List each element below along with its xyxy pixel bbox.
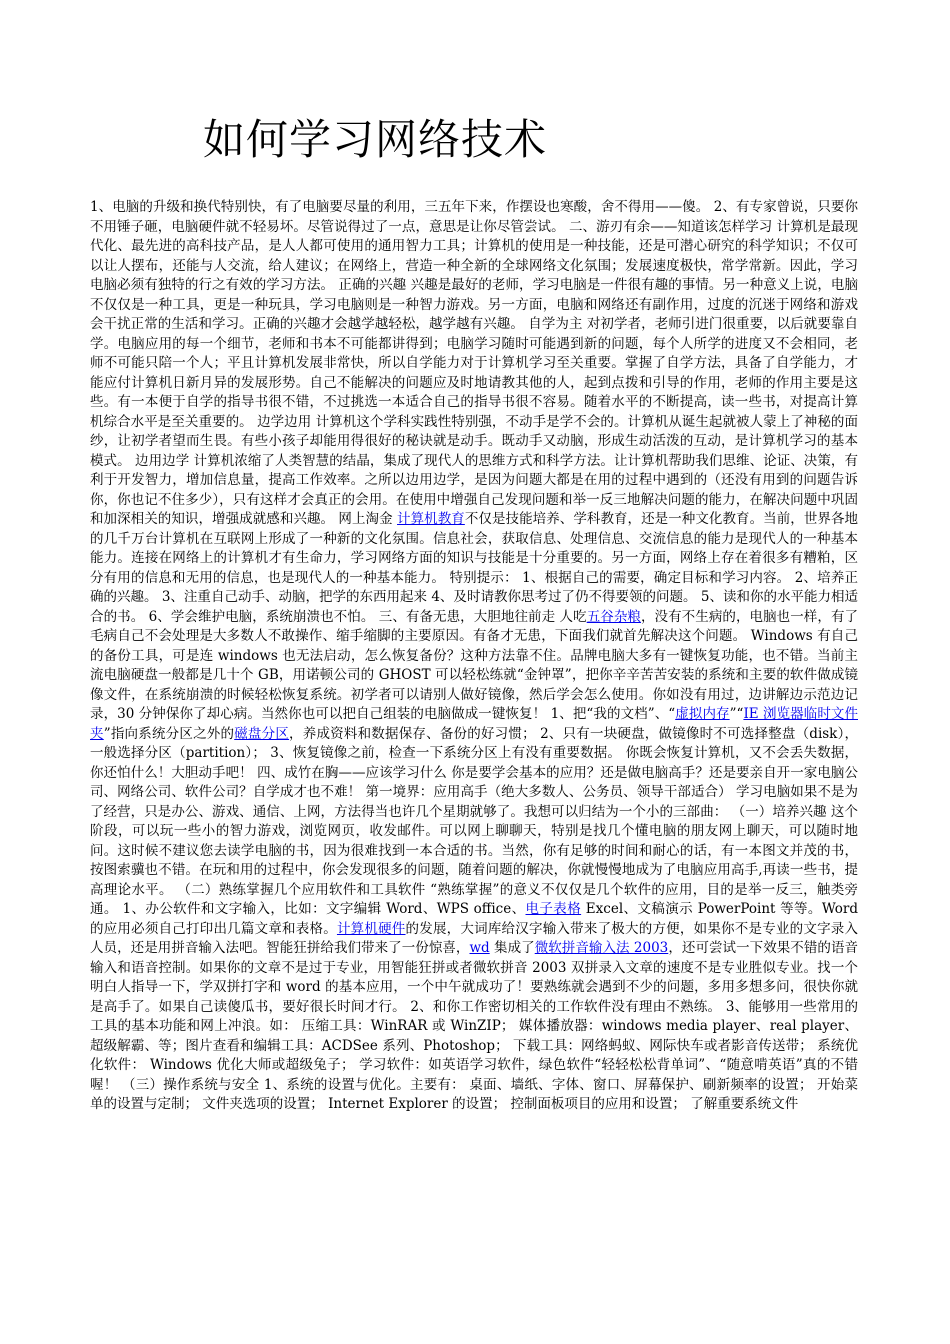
document-title: 如何学习网络技术 [203,115,548,164]
body-link[interactable]: 五谷杂粮 [586,608,641,625]
body-text-run: 不仅是技能培养、学科教育，还是一种文化教育。当前，世界各地的几千万台计算机在互联网上形成了一种新的文化氛围。信息社会，获取信息、处理信息、交流信息的能力是现代人的一种基本能力。连接在网络上的计算机才有生命力，学习网络方面的知识与技能是十分重要的。另一方面，网络上存在着很多有糟粕，区分有用的信息和无用的信息，也是现代人的一种基本能力。 特别提示： 1、根据自己的需要，确定目标和学习内容。 2、培养正确的兴趣。 3、注重自己动手、动脑，把学的东西用起来 4、及时请教你思考过了仍不得要领的问题。 5、读和你的水平能力相适合的书。 6、学会维护电脑，系统崩溃也不怕。 三、有备无患，大胆地往前走 人吃 [90,511,859,625]
body-text-run: 的发展，大词库给汉字输入带来了极大的方便，如果你不是专业的文字录入人员，还是用拼音输入法吧。智能狂拼给我们带来了一份惊喜， [90,920,859,956]
body-link[interactable]: wd [469,940,490,956]
body-link[interactable]: 虚拟内存 [675,706,730,722]
body-text-run: ”指向系统分区之外的 [103,725,235,742]
body-link[interactable]: 微软拼音输入法 2003 [534,940,669,956]
body-text-run: ，养成资料和数据保存、备份的好习惯； 2、只有一块硬盘，做镜像时不可选择整盘（disk），一般选择分区（partition）； 3、恢复镜像之前，检查一下系统分区上有没有重要数据。 你既会恢复计算机，又不会丢失数据，你还怕什么！大胆动手吧！ 四、成竹在胸——应该学习什么 你是要学会基本的应用？还是做电脑高手？还是要亲自开一家电脑公司、网络公司、软件公司？自学成才也不难！ 第一境界：应用高手（绝大多数人、公务员、领导干部适合） 学习电脑如果不是为了经营，只是办公、游戏、通信、上网，方法得当也许几个星期就够了。我想可以归结为一个小的三部曲： （一）培养兴趣 这个阶段，可以玩一些小的智力游戏，浏览网页，收发邮件。可以网上聊聊天，特别是找几个懂电脑的朋友网上聊天，可以随时地问。这时候不建议您去读学电脑的书，因为很难找到一本合适的书。当然，你有足够的时间和耐心的话，有一本图文并茂的书，按图索骥也不错。在玩和用的过程中，你会发现很多的问题，随着问题的解决，你就慢慢地成为了电脑应用高手,再读一些书，提高理论水平。 （二）熟练掌握几个应用软件和工具软件 “熟练掌握”的意义不仅仅是几个软件的应用，目的是举一反三，触类旁通。 1、办公软件和文字输入，比如：文字编辑 Word、WPS office、 [90,725,859,917]
body-link[interactable]: 磁盘分区 [234,725,290,742]
body-text-run: ，还可尝试一下效果不错的语音输入和语音控制。如果你的文章不是过于专业，用智能狂拼或者微软拼音 2003 双拼录入文章的速度不是专业胜似专业。找一个明白人指导一下，学双拼打字和 word 的基本应用，一个中午就成功了！要熟练就会遇到不少的问题，多用多想多问，很快你就是高手了。如果自己读傻瓜书，要好很长时间才行。 2、和你工作密切相关的工作软件没有理由不熟练。 3、能够用一些常用的工具的基本功能和网上冲浪。如： 压缩工具：WinRAR 或 WinZIP； 媒体播放器：windows media player、real player、超级解霸、等；图片查看和编辑工具：ACDSee 系列、Photoshop； 下载工具：网络蚂蚁、网际快车或者影音传送带； 系统优化软件： Windows 优化大师或超级兔子； 学习软件：如英语学习软件，绿色软件“轻轻松松背单词”、“随意啃英语”真的不错喔！ （三）操作系统与安全 1、系统的设置与优化。主要有： 桌面、墙纸、字体、窗口、屏幕保护、刷新频率的设置； 开始菜单的设置与定制； 文件夹选项的设置； Internet Explorer 的设置； 控制面板项目的应用和设置； 了解重要系统文件 [90,940,859,1112]
document-body [90,198,858,1115]
body-link[interactable]: IE 浏览器临时文件夹 [90,706,858,742]
body-link[interactable]: 计算机教育 [397,511,465,527]
body-link[interactable]: 电子表格 [525,901,582,917]
body-link[interactable]: 计算机硬件 [336,920,406,937]
body-text-run: 1、电脑的升级和换代特别快，有了电脑要尽量的利用，三五年下来，作摆设也寒酸，舍不得用——傻。 2、有专家曾说，只要你不用锤子砸，电脑硬件就不轻易坏。尽管说得过了一点，意思是让你尽管尝试。 二、游刃有余——知道该怎样学习 计算机是最现代化、最先进的高科技产品，是人人都可使用的通用智力工具；计算机的使用是一种技能，还是可潜心研究的科学知识；不仅可以让人摆布，还能与人交流，给人建议；在网络上，营造一种全新的全球网络文化氛围；发展速度极快，常学常新。因此，学习电脑必须有独特的行之有效的学习方法。 正确的兴趣 兴趣是最好的老师，学习电脑是一件很有趣的事情。另一种意义上说，电脑不仅仅是一种工具，更是一种玩具，学习电脑则是一种智力游戏。另一方面，电脑和网络还有副作用，过度的沉迷于网络和游戏会干扰正常的生活和学习。正确的兴趣才会越学越轻松，越学越有兴趣。 自学为主 对初学者，老师引进门很重要，以后就要靠自学。电脑应用的每一个细节，老师和书本不可能都讲得到；电脑学习随时可能遇到新的问题，每个人所学的进度又不会相同，老师不可能只陪一个人；平且计算机发展非常快，所以自学能力对于计算机学习至关重要。掌握了自学方法，具备了自学能力，才能应付计算机日新月异的发展形势。自己不能解决的问题应及时地请教其他的人，起到点拨和引导的作用，老师的作用主要是这些。有一本便于自学的指导书很不错，不过挑选一本适合自己的指导书很不容易。随着水平的不断提高，读一些书，对提高计算机综合水平是至关重要的。 边学边用 计算机这个学科实践性特别强，不动手是学不会的。计算机从诞生起就被人蒙上了神秘的面纱，让初学者望而生畏。有些小孩子却能用得很好的秘诀就是动手。既动手又动脑，形成生动活泼的互动，是计算机学习的基本模式。 边用边学 计算机浓缩了人类智慧的结晶，集成了现代人的思维方式和科学方法。让计算机帮助我们思维、论证、决策，有利于开发智力，增加信息量，提高工作效率。之所以边用边学，是因为问题大都是在用的过程中遇到的（还没有用到的问题告诉你，你也记不住多少），只有这样才会真正的会用。在使用中增强自己发现问题和举一反三地解决问题的能力，在解决问题中巩固和加深相关的知识，增强成就感和兴趣。 网上淘金 [90,199,858,527]
body-text-run: ”“ [729,706,744,722]
body-text-run: Excel、文稿演示 PowerPoint 等等。Word 的应用必须自己打印出几篇文章和表格。 [90,901,859,937]
body-text-run: 集成了 [489,940,535,956]
body-text-run: ，没有不生病的，电脑也一样，有了毛病自己不会处理是大多数人不敢操作、缩手缩脚的主要原因。有备才无患，下面我们就首先解决这个问题。 Windows 有自己的备份工具，可是连 windows 也无法启动，怎么恢复备份？这种方法靠不住。品牌电脑大多有一键恢复功能，也不错。当前主流电脑硬盘一般都是几十个 GB，用诺顿公司的 GHOST 可以轻松练就“金钟罩”，把你辛辛苦苦安装的系统和主要的软件做成镜像文件，在系统崩溃的时候轻松恢复系统。初学者可以请别人做好镜像，然后学会怎么使用。你如没有用过，边讲解边示范边记录，30 分钟保你了却心病。当然你也可以把自己组装的电脑做成一键恢复！ 1、把“我的文档”、“ [90,608,859,722]
